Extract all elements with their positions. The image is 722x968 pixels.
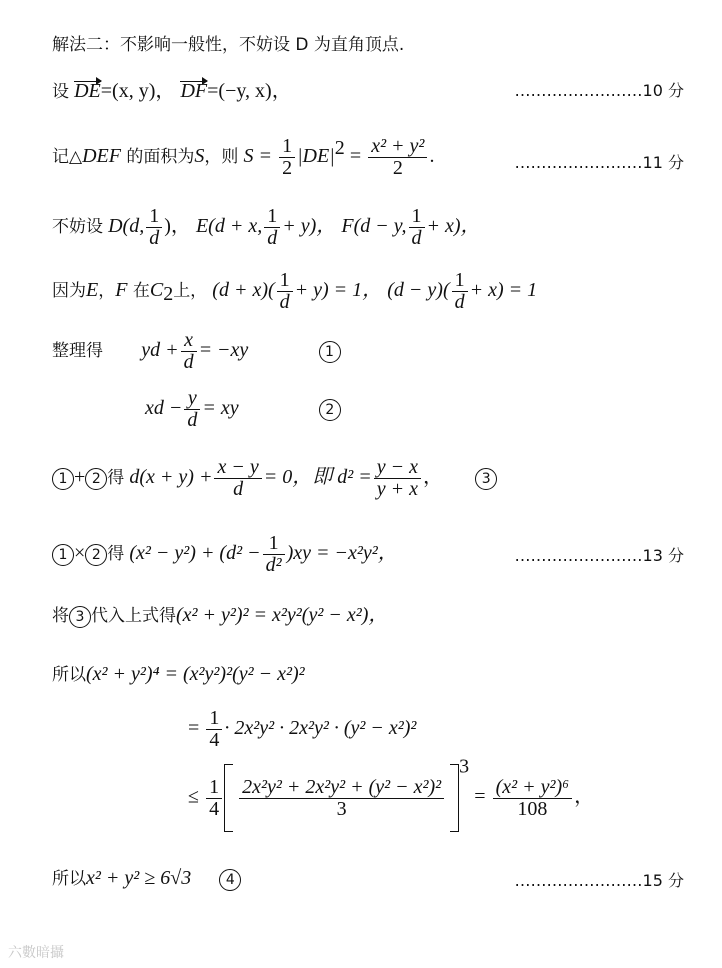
- marker-3-ref: 3: [69, 606, 91, 628]
- abs-de: |DE|: [297, 145, 335, 167]
- assume-text: 不妨设: [52, 217, 103, 237]
- area-fraction: $\frac{\text{x² + y²}}{2}$: [368, 136, 427, 179]
- symbol-e: E: [86, 279, 99, 301]
- area-prefix: 记△: [52, 147, 83, 167]
- sum-fraction: $\frac{x - y}{d}$: [214, 457, 261, 500]
- amgm-line: ≤ $\frac{1}{4}$ $\frac{\text{2x²y² + 2x²y² + (y² − x²)²}}{3}$ $^3$ = $\frac{\text{(x² + y²)⁶}}{108}$ ，: [188, 764, 594, 832]
- d-squared-fraction: $\frac{y - x}{y + x}$: [374, 457, 421, 500]
- heading-text: 解法二：不影响一般性，不妨设 D 为直角顶点.: [52, 35, 405, 55]
- eq1-right: + y) = 1，: [294, 279, 383, 301]
- score-15: ……………………15 分: [514, 871, 684, 890]
- substitute-line: 将 3 代入上式得(x² + y²)² = x²y²(y² − x²)，: [52, 604, 389, 626]
- point-e-fraction: $\frac{1}{d}$: [264, 206, 280, 249]
- on-curve-line: 因为E，F 在$C_2$上， (d + x)( $\frac{1}{d}$ + y) = 1， (d − y)( $\frac{1}{d}$ + x) = 1: [52, 269, 538, 313]
- point-f: F(d − y,: [341, 215, 407, 237]
- expand-line: = $\frac{1}{4}$ · 2x²y² · 2x²y² · (y² − x²)²: [188, 707, 417, 751]
- eq2-left: (d − y)(: [387, 279, 450, 301]
- area-symbol: S: [194, 145, 205, 167]
- sum-line: 1 + 2 得 d(x + y) + $\frac{x - y}{d}$ = 0，即 d² = $\frac{y - x}{y + x}$ ， 3: [52, 457, 497, 500]
- simplify-text: 整理得: [52, 341, 103, 361]
- curve-c: C: [149, 279, 164, 301]
- right-bracket: [450, 764, 459, 832]
- score-11: ……………………11 分: [514, 153, 684, 172]
- vector-def-line: [52, 74, 292, 103]
- area-lhs: S =: [243, 145, 272, 167]
- vector-de: DE: [74, 80, 101, 102]
- marker-1-ref-b: 1: [52, 544, 74, 566]
- equals: =: [349, 145, 362, 167]
- triangle-name: DEF: [82, 145, 121, 167]
- label-she: 设: [52, 82, 69, 102]
- eq-1-fraction: $\frac{x}{d}$: [181, 330, 197, 373]
- result-fraction: $\frac{\text{(x² + y²)⁶}}{108}$: [493, 777, 573, 820]
- because-text: 因为: [52, 281, 86, 301]
- marker-2-ref: 2: [85, 468, 107, 490]
- product-line: 1 × 2 得 (x² − y²) + (d² − $\frac{1}{\text{d²}}$ )xy = −x²y²，: [52, 533, 398, 576]
- area-then: ，则: [204, 147, 239, 167]
- area-line: 记△DEF 的面积为S，则 S = $\frac{1}{2}$ $|DE|^2$ = $\frac{\text{x² + y²}}{2}$ .: [52, 135, 435, 179]
- marker-1-ref: 1: [52, 468, 74, 490]
- equation-2-line: xd − $\frac{y}{d}$ = xy 2: [145, 388, 341, 431]
- eq2-right: + x) = 1: [469, 279, 538, 301]
- marker-1: 1: [319, 341, 341, 363]
- heading-line: [52, 30, 404, 55]
- marker-4: 4: [219, 869, 241, 891]
- points-line: 不妨设 D(d, $\frac{1}{d}$ )， E(d + x, $\frac{1}{d}$ + y)， F(d − y, $\frac{1}{d}$ + x)，: [52, 205, 481, 249]
- marker-2: 2: [319, 399, 341, 421]
- eq1-fraction: $\frac{1}{d}$: [277, 270, 293, 313]
- substitute-eq: (x² + y²)² = x²y²(y² − x²)，: [176, 604, 389, 626]
- conclusion-eq: x² + y² ≥ 6√3: [86, 867, 192, 889]
- eq1-left: (d + x)(: [212, 279, 275, 301]
- marker-2-ref-b: 2: [85, 544, 107, 566]
- eq-2-fraction: $\frac{y}{d}$: [184, 388, 200, 431]
- left-bracket: [224, 764, 233, 832]
- score-10: ……………………10 分: [514, 81, 684, 100]
- point-d-fraction: $\frac{1}{d}$: [146, 206, 162, 249]
- vector-df: DF: [180, 80, 208, 102]
- point-f-fraction: $\frac{1}{d}$: [409, 206, 425, 249]
- product-fraction: $\frac{1}{\text{d²}}$: [263, 533, 285, 576]
- point-d: D(d,: [108, 215, 145, 237]
- vector-df-value: =(−y, x)，: [207, 80, 292, 102]
- vector-de-value: =(x, y)，: [100, 80, 176, 102]
- score-13: ……………………13 分: [514, 546, 684, 565]
- eq2-fraction: $\frac{1}{d}$: [452, 270, 468, 313]
- symbol-f: F: [115, 279, 128, 301]
- point-e: E(d + x,: [195, 215, 263, 237]
- amgm-fraction: $\frac{\text{2x²y² + 2x²y² + (y² − x²)²}}{3}$: [239, 777, 444, 820]
- power-4-eq: (x² + y²)⁴ = (x²y²)²(y² − x²)²: [86, 663, 305, 685]
- therefore-line-1: 所以(x² + y²)⁴ = (x²y²)²(y² − x²)²: [52, 663, 305, 685]
- area-text: 的面积为: [120, 147, 195, 167]
- marker-3: 3: [475, 468, 497, 490]
- quarter-fraction: $\frac{1}{4}$: [206, 708, 222, 751]
- watermark: 六數暗攝: [8, 945, 64, 961]
- half-fraction: $\frac{1}{2}$: [279, 136, 295, 179]
- quarter-fraction-2: $\frac{1}{4}$: [206, 777, 222, 820]
- equation-1-line: 整理得 yd + $\frac{x}{d}$ = −xy 1: [52, 330, 341, 373]
- conclusion-line: 所以x² + y² ≥ 6√3 4: [52, 864, 241, 891]
